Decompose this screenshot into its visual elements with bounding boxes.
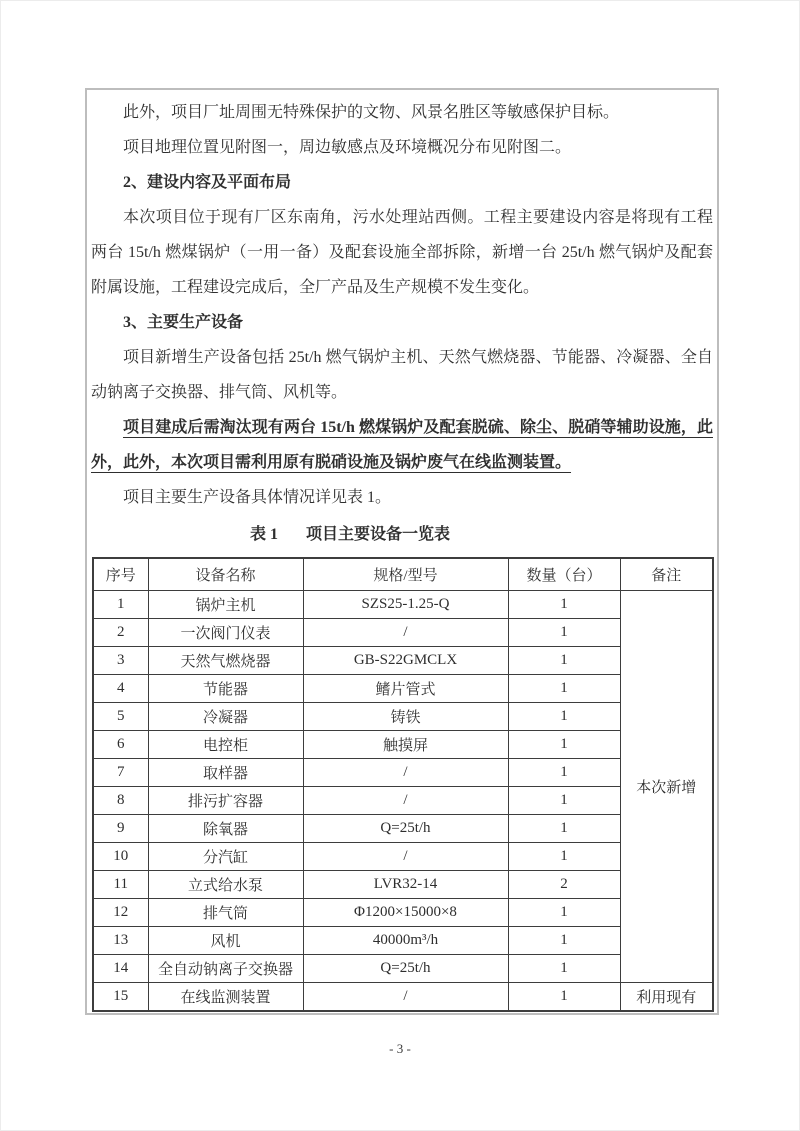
cell-spec: 铸铁 bbox=[303, 703, 508, 731]
cell-index: 13 bbox=[93, 927, 148, 955]
cell-qty: 1 bbox=[508, 983, 620, 1012]
cell-name: 分汽缸 bbox=[148, 843, 303, 871]
cell-index: 3 bbox=[93, 647, 148, 675]
cell-name: 电控柜 bbox=[148, 731, 303, 759]
cell-index: 9 bbox=[93, 815, 148, 843]
cell-qty: 1 bbox=[508, 619, 620, 647]
cell-index: 2 bbox=[93, 619, 148, 647]
cell-spec: LVR32-14 bbox=[303, 871, 508, 899]
table-row bbox=[93, 591, 713, 619]
cell-index: 14 bbox=[93, 955, 148, 983]
header-quantity: 数量（台） bbox=[508, 558, 620, 591]
cell-spec: / bbox=[303, 787, 508, 815]
cell-index: 6 bbox=[93, 731, 148, 759]
cell-qty: 1 bbox=[508, 815, 620, 843]
cell-name: 排污扩容器 bbox=[148, 787, 303, 815]
cell-qty: 1 bbox=[508, 927, 620, 955]
cell-qty: 1 bbox=[508, 703, 620, 731]
cell-name: 锅炉主机 bbox=[148, 591, 303, 619]
header-remark: 备注 bbox=[620, 558, 713, 591]
cell-qty: 1 bbox=[508, 843, 620, 871]
cell-index: 10 bbox=[93, 843, 148, 871]
cell-remark-merged: 本次新增 bbox=[620, 591, 713, 983]
cell-name: 一次阀门仪表 bbox=[148, 619, 303, 647]
cell-qty: 1 bbox=[508, 759, 620, 787]
table-header-row bbox=[93, 558, 713, 591]
cell-index: 12 bbox=[93, 899, 148, 927]
cell-qty: 1 bbox=[508, 647, 620, 675]
cell-index: 1 bbox=[93, 591, 148, 619]
section-heading-equipment: 3、主要生产设备 bbox=[123, 314, 244, 331]
cell-qty: 1 bbox=[508, 899, 620, 927]
equipment-table bbox=[92, 557, 714, 1012]
cell-qty: 1 bbox=[508, 591, 620, 619]
cell-index: 5 bbox=[93, 703, 148, 731]
cell-spec: GB-S22GMCLX bbox=[303, 647, 508, 675]
cell-spec: Q=25t/h bbox=[303, 955, 508, 983]
paragraph: 本次项目位于现有厂区东南角，污水处理站西侧。工程主要建设内容是将现有工程两台 15t/h 燃煤锅炉（一用一备）及配套设施全部拆除，新增一台 25t/h 燃气锅炉及配套附属设施，工程建设完成后，全厂产品及生产规模不发生变化。 bbox=[91, 209, 713, 296]
cell-name: 立式给水泵 bbox=[148, 871, 303, 899]
cell-spec: Φ1200×15000×8 bbox=[303, 899, 508, 927]
cell-qty: 2 bbox=[508, 871, 620, 899]
header-spec-model: 规格/型号 bbox=[303, 558, 508, 591]
page-number: - 3 - bbox=[389, 1041, 411, 1056]
cell-name: 节能器 bbox=[148, 675, 303, 703]
cell-spec: 鳍片管式 bbox=[303, 675, 508, 703]
paragraph: 此外，项目厂址周围无特殊保护的文物、风景名胜区等敏感保护目标。 bbox=[123, 104, 620, 121]
cell-qty: 1 bbox=[508, 675, 620, 703]
cell-name: 在线监测装置 bbox=[148, 983, 303, 1012]
cell-spec: 触摸屏 bbox=[303, 731, 508, 759]
section-heading-construction: 2、建设内容及平面布局 bbox=[123, 174, 292, 191]
cell-name: 天然气燃烧器 bbox=[148, 647, 303, 675]
cell-spec: / bbox=[303, 983, 508, 1012]
cell-name: 全自动钠离子交换器 bbox=[148, 955, 303, 983]
paragraph-emphasized: 项目建成后需淘汰现有两台 15t/h 燃煤锅炉及配套脱硫、除尘、脱硝等辅助设施，此外，此外，本次项目需利用原有脱硝设施及锅炉废气在线监测装置。 bbox=[91, 419, 713, 471]
cell-name: 排气筒 bbox=[148, 899, 303, 927]
cell-index: 11 bbox=[93, 871, 148, 899]
cell-spec: / bbox=[303, 619, 508, 647]
table-caption-title: 项目主要设备一览表 bbox=[306, 526, 451, 543]
cell-spec: / bbox=[303, 759, 508, 787]
content-box bbox=[85, 88, 719, 1015]
cell-name: 取样器 bbox=[148, 759, 303, 787]
paragraph: 项目新增生产设备包括 25t/h 燃气锅炉主机、天然气燃烧器、节能器、冷凝器、全自动钠离子交换器、排气筒、风机等。 bbox=[91, 349, 713, 401]
cell-index: 8 bbox=[93, 787, 148, 815]
cell-index: 15 bbox=[93, 983, 148, 1012]
table-caption bbox=[91, 517, 713, 552]
paragraph: 项目主要生产设备具体情况详见表 1。 bbox=[123, 489, 392, 506]
cell-name: 冷凝器 bbox=[148, 703, 303, 731]
cell-qty: 1 bbox=[508, 787, 620, 815]
cell-name: 除氧器 bbox=[148, 815, 303, 843]
cell-spec: 40000m³/h bbox=[303, 927, 508, 955]
table-row bbox=[93, 983, 713, 1012]
cell-qty: 1 bbox=[508, 955, 620, 983]
cell-index: 4 bbox=[93, 675, 148, 703]
header-index: 序号 bbox=[93, 558, 148, 591]
table-caption-label: 表 1 bbox=[249, 526, 278, 543]
cell-qty: 1 bbox=[508, 731, 620, 759]
header-equipment-name: 设备名称 bbox=[148, 558, 303, 591]
cell-spec: Q=25t/h bbox=[303, 815, 508, 843]
cell-spec: / bbox=[303, 843, 508, 871]
paragraph: 项目地理位置见附图一，周边敏感点及环境概况分布见附图二。 bbox=[123, 139, 572, 156]
cell-remark: 利用现有 bbox=[620, 983, 713, 1012]
cell-spec: SZS25-1.25-Q bbox=[303, 591, 508, 619]
cell-name: 风机 bbox=[148, 927, 303, 955]
cell-index: 7 bbox=[93, 759, 148, 787]
